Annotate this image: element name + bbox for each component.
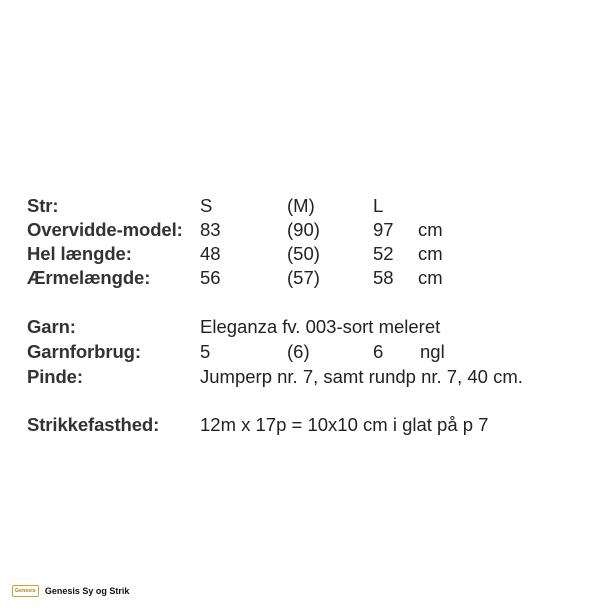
pinde-value: Jumperp nr. 7, samt rundp nr. 7, 40 cm. <box>200 366 523 387</box>
garnforbrug-unit: ngl <box>420 341 445 362</box>
hel-laengde-l: 52 <box>373 243 394 264</box>
footer-brand-name: Genesis Sy og Strik <box>44 586 130 596</box>
overvidde-label: Overvidde-model: <box>27 219 183 240</box>
hel-laengde-unit: cm <box>418 243 443 264</box>
aermelaengde-unit: cm <box>418 267 443 288</box>
size-header-label: Str: <box>27 195 59 216</box>
garnforbrug-m: (6) <box>287 341 310 362</box>
overvidde-s: 83 <box>200 219 221 240</box>
hel-laengde-m: (50) <box>287 243 320 264</box>
aermelaengde-l: 58 <box>373 267 394 288</box>
footer-brand <box>12 584 129 598</box>
hel-laengde-s: 48 <box>200 243 221 264</box>
aermelaengde-label: Ærmelængde: <box>27 267 151 288</box>
size-header-s: S <box>200 195 213 216</box>
garn-value: Eleganza fv. 003-sort meleret <box>200 316 441 337</box>
garnforbrug-s: 5 <box>200 341 211 362</box>
overvidde-unit: cm <box>418 219 443 240</box>
garnforbrug-l: 6 <box>373 341 384 362</box>
hel-laengde-label: Hel længde: <box>27 243 132 264</box>
size-header-m: (M) <box>287 195 315 216</box>
garnforbrug-label: Garnforbrug: <box>27 341 141 362</box>
genesis-logo: Genesis <box>12 585 39 597</box>
pinde-label: Pinde: <box>27 366 83 387</box>
strikkefasthed-value: 12m x 17p = 10x10 cm i glat på p 7 <box>200 414 489 435</box>
size-header-l: L <box>373 195 384 216</box>
strikkefasthed-label: Strikkefasthed: <box>27 414 160 435</box>
garn-label: Garn: <box>27 316 76 337</box>
aermelaengde-s: 56 <box>200 267 221 288</box>
aermelaengde-m: (57) <box>287 267 320 288</box>
overvidde-l: 97 <box>373 219 394 240</box>
overvidde-m: (90) <box>287 219 320 240</box>
